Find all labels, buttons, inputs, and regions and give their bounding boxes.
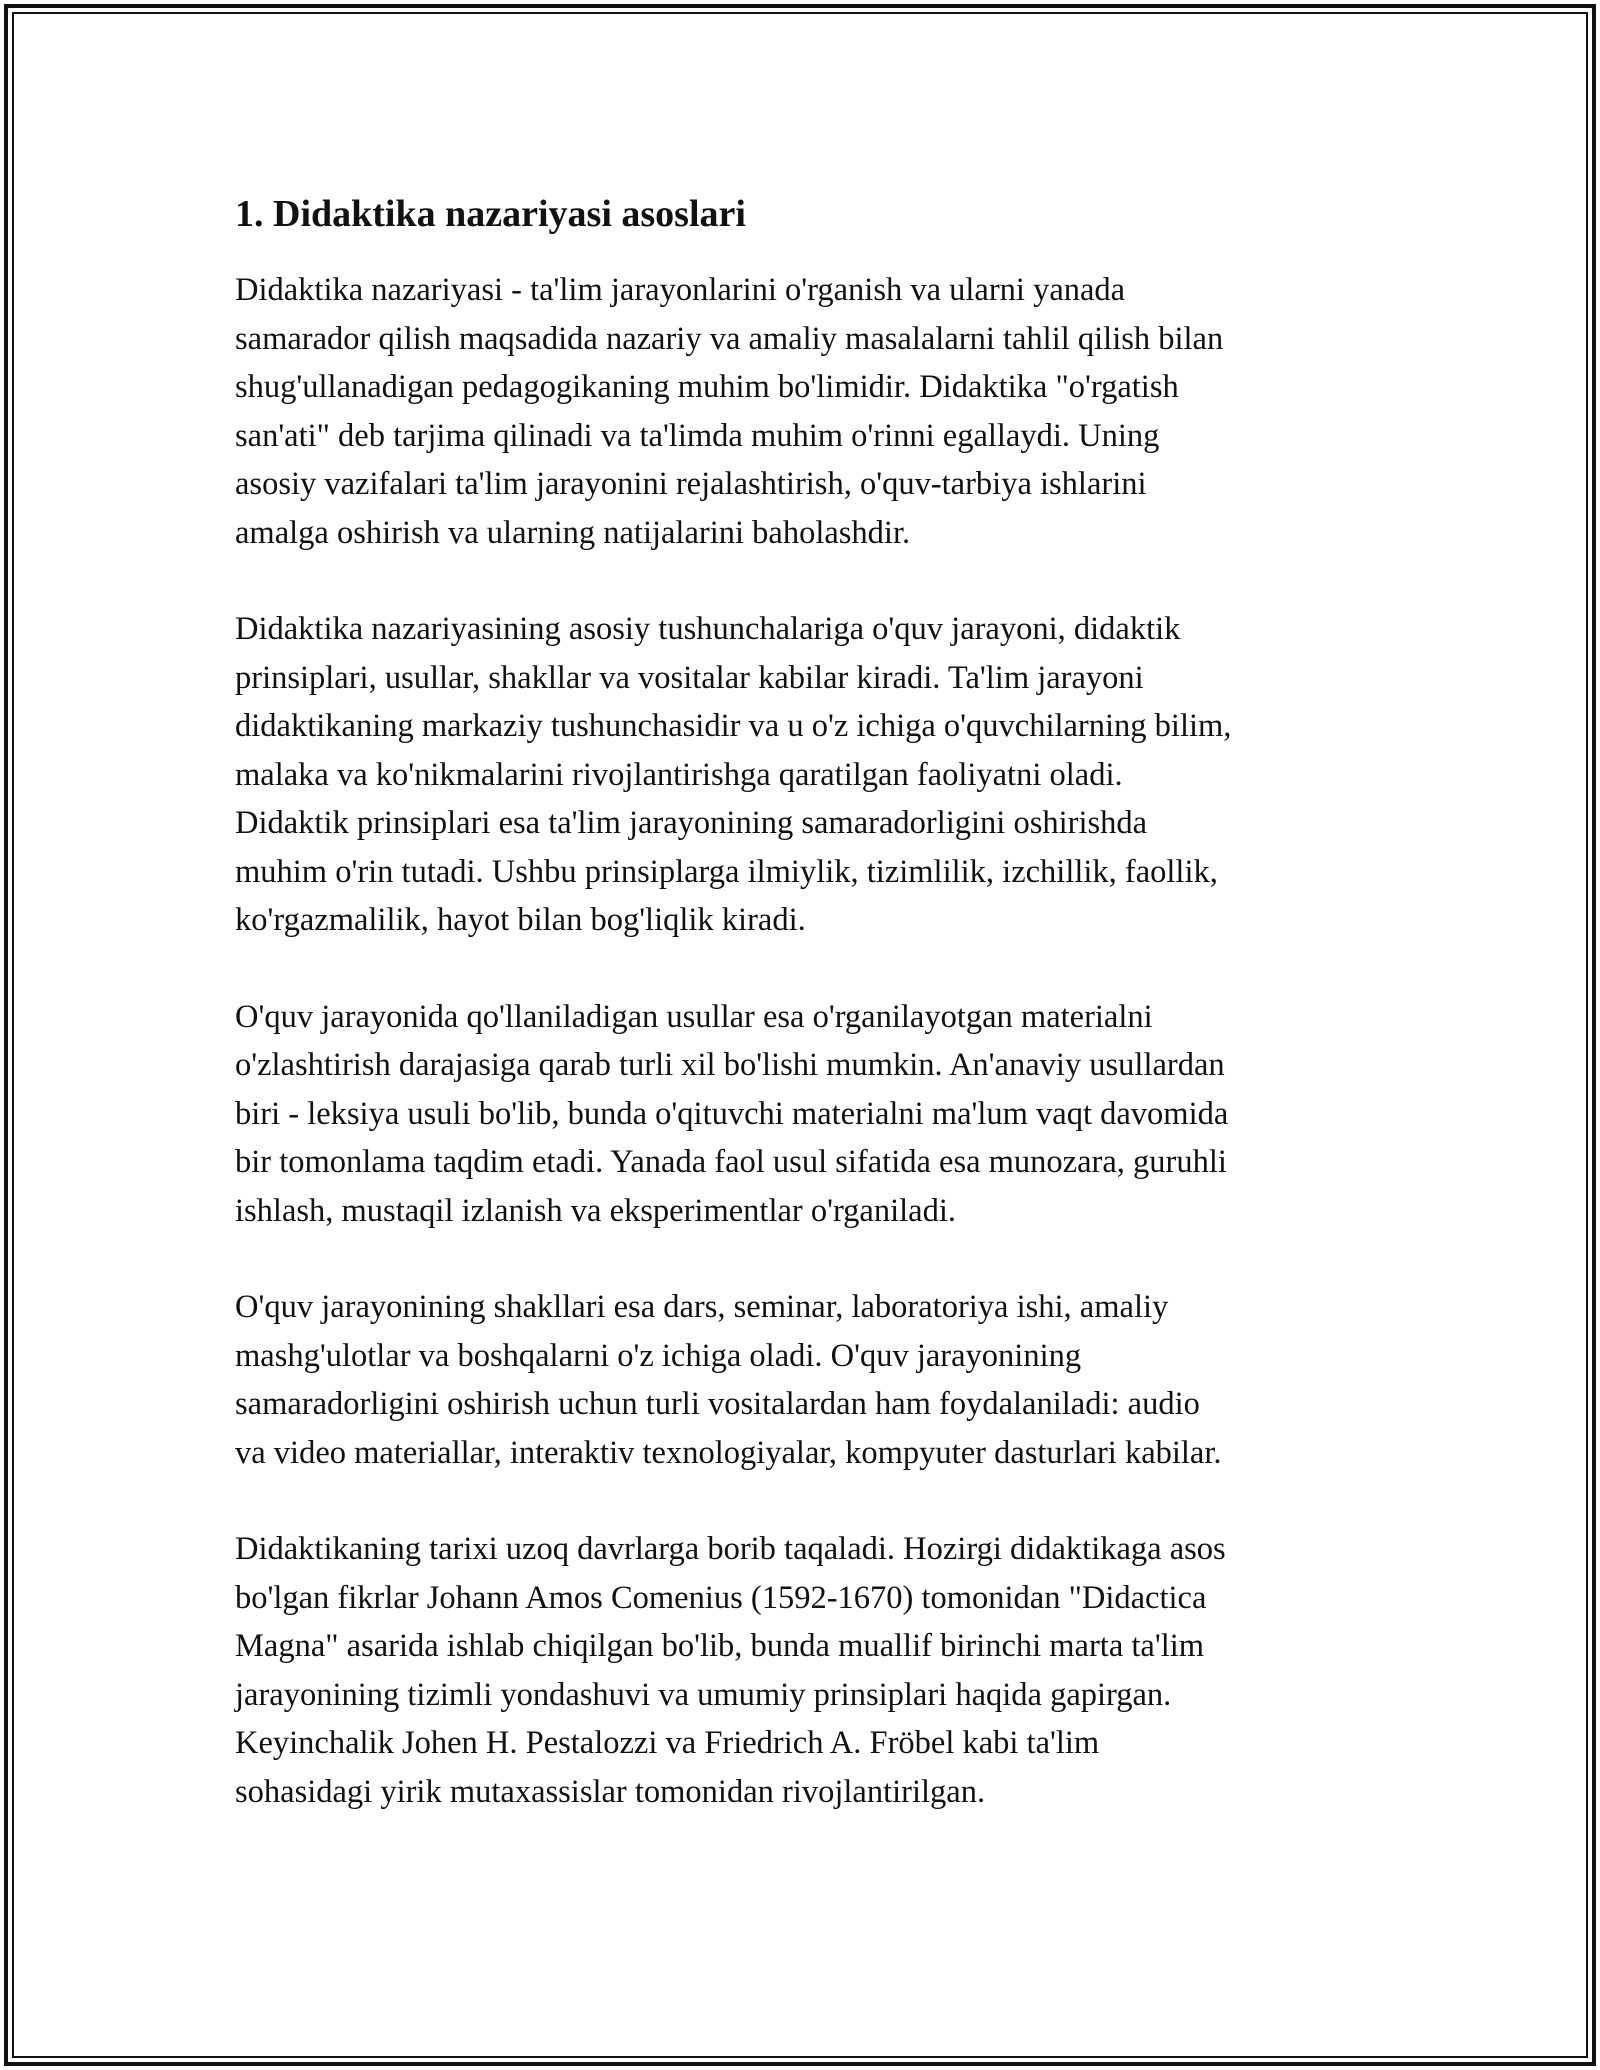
paragraph-methods: O'quv jarayonida qo'llaniladigan usullar esa o'rganilayotgan materialni o'zlashtirish darajasiga qarab turli xil bo'lishi mumkin. An'anaviy usullardan biri - leksiya usuli bo'lib, bunda o'qituvchi materialni ma'lum vaqt davomida bir tomonlama taqdim etadi. Yanada faol usul sifatida esa munozara, guruhli ishlash, mustaqil izlanish va eksperimentlar o'rganiladi.: [235, 998, 1229, 1229]
paragraph-definition: Didaktika nazariyasi - ta'lim jarayonlarini o'rganish va ularni yanada samarador qilish maqsadida nazariy va amaliy masalalarni tahlil qilish bilan shug'ullanadigan pedagogikaning muhim bo'limidir. Didaktika "o'rgatish san'ati" deb tarjima qilinadi va ta'limda muhim o'rinni egallaydi. Uning asosiy vazifalari ta'lim jarayonini rejalashtirish, o'quv-tarbiya ishlarini amalga oshirish va ularning natijalarini baholashdir.: [235, 272, 1224, 551]
document-body: [235, 188, 1375, 1864]
paragraph-core-concepts: Didaktika nazariyasining asosiy tushunchalariga o'quv jarayoni, didaktik prinsiplari, usullar, shakllar va vositalar kabilar kiradi. Ta'lim jarayoni didaktikaning markaziy tushunchasidir va u o'z ichiga o'quvchilarning bilim, malaka va ko'nikmalarini rivojlantirishga qaratilgan faoliyatni oladi. Didaktik prinsiplari esa ta'lim jarayonining samaradorligini oshirishda muhim o'rin tutadi. Ushbu prinsiplarga ilmiylik, tizimlilik, izchillik, faollik, ko'rgazmalilik, hayot bilan bog'liqlik kiradi.: [235, 611, 1232, 938]
paragraph-history: Didaktikaning tarixi uzoq davrlarga borib taqaladi. Hozirgi didaktikaga asos bo'lgan fikrlar Johann Amos Comenius (1592-1670) tomonidan "Didactica Magna" asarida ishlab chiqilgan bo'lib, bunda muallif birinchi marta ta'lim jarayonining tizimli yondashuvi va umumiy prinsiplari haqida gapirgan. Keyinchalik Johen H. Pestalozzi va Friedrich A. Fröbel kabi ta'lim sohasidagi yirik mutaxassislar tomonidan rivojlantirilgan.: [235, 1531, 1226, 1810]
section-heading: 1. Didaktika nazariyasi asoslari: [235, 193, 746, 235]
paragraph-forms: O'quv jarayonining shakllari esa dars, seminar, laboratoriya ishi, amaliy mashg'ulotlar va boshqalarni o'z ichiga oladi. O'quv jarayonining samaradorligini oshirish uchun turli vositalardan ham foydalaniladi: audio va video materiallar, interaktiv texnologiyalar, kompyuter dasturlari kabilar.: [235, 1289, 1222, 1471]
